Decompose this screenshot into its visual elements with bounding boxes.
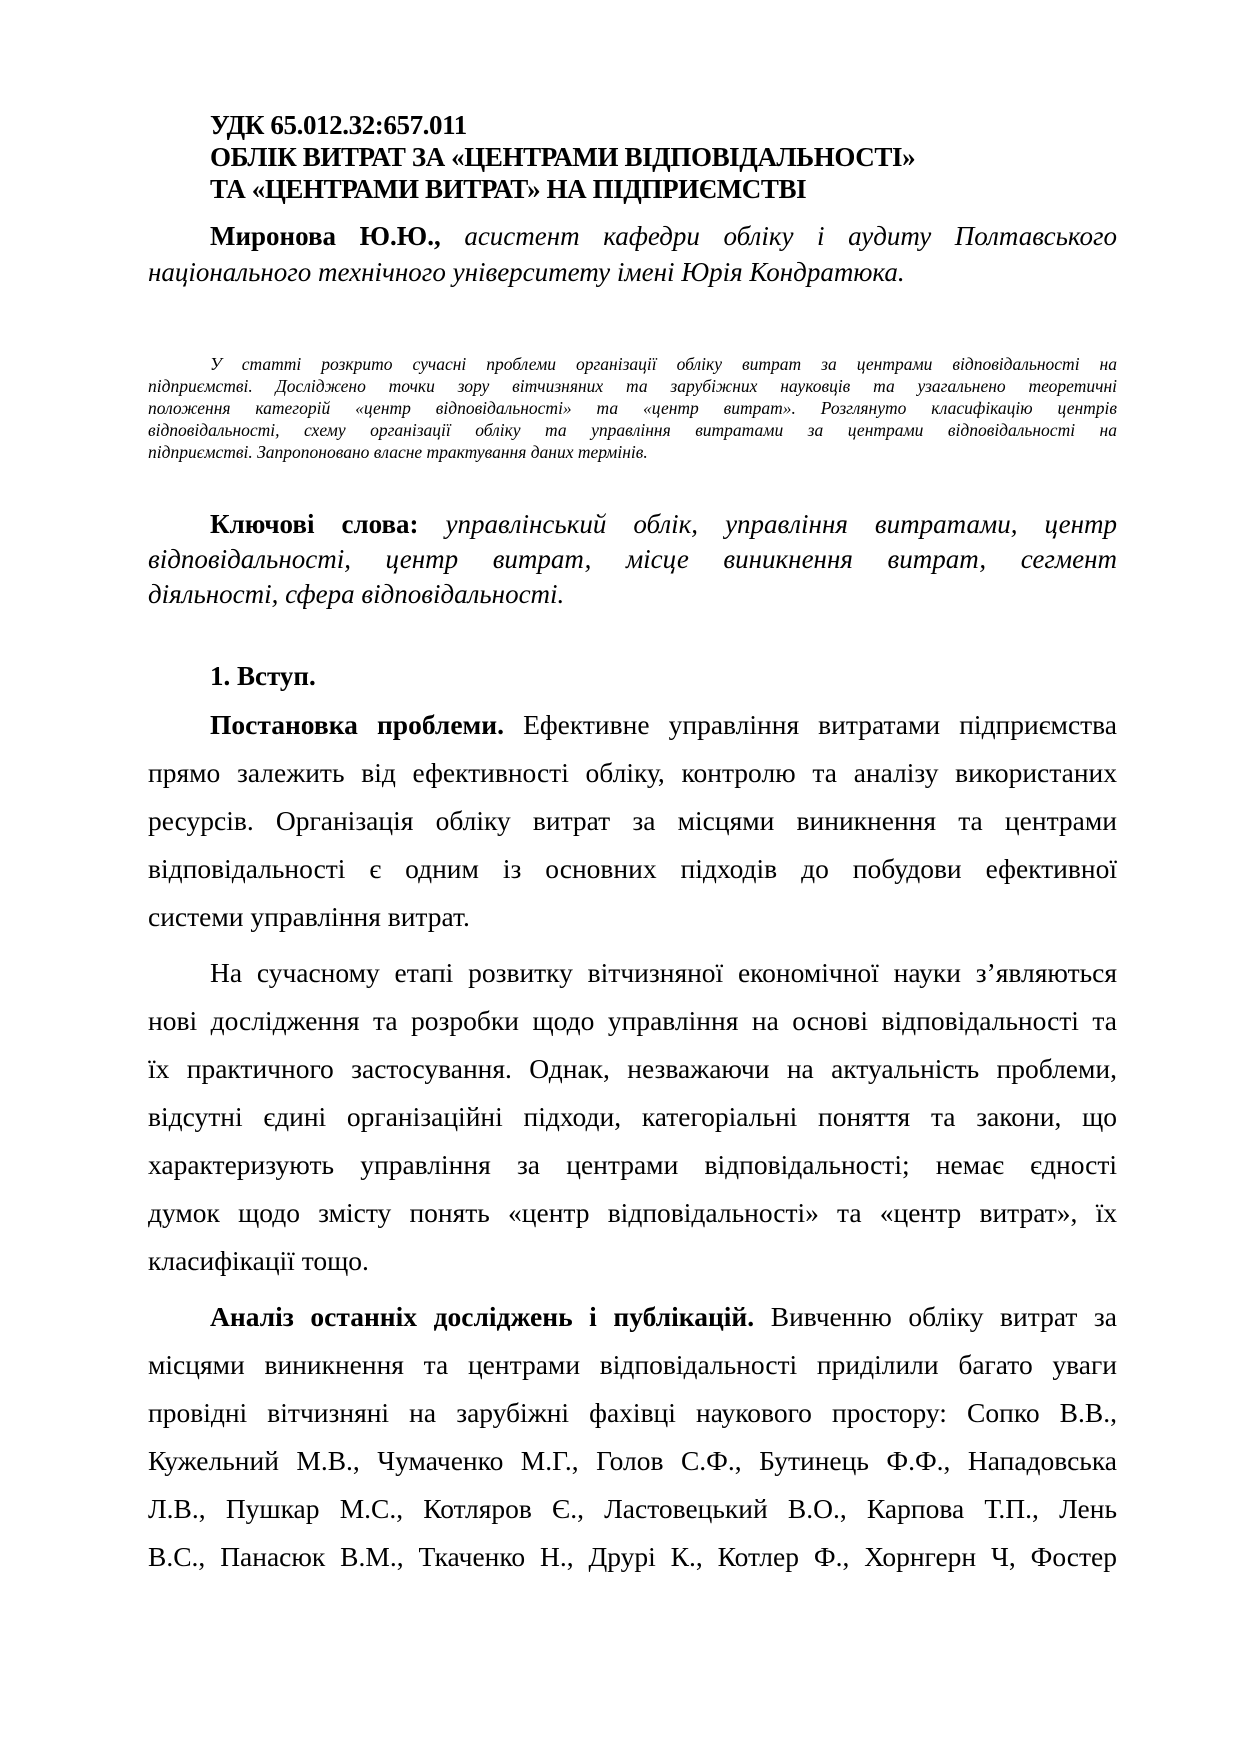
problem-label: Постановка проблеми. xyxy=(210,709,504,740)
author-line xyxy=(210,221,1117,251)
udc-code: УДК 65.012.32:657.011 xyxy=(210,110,467,140)
affiliation-line: національного технічного університету імені Юрія Кондратюка. xyxy=(148,257,905,287)
affiliation-part-1: асистент кафедри обліку і аудиту Полтавського xyxy=(440,221,1117,251)
body-text: Ефективне управління витратами підприємства xyxy=(504,709,1117,740)
body-text: Вивченню обліку витрат за xyxy=(754,1301,1117,1332)
keywords-line: діяльності, сфера відповідальності. xyxy=(148,579,565,609)
author-name: Миронова Ю.Ю., xyxy=(210,221,441,251)
body-line: думок щодо змісту понять «центр відповідальності» та «центр витрат», їх xyxy=(148,1197,1117,1228)
body-line: Л.В., Пушкар М.С., Котляров Є., Ластовецький В.О., Карпова Т.П., Лень xyxy=(148,1493,1117,1524)
keywords-line xyxy=(210,508,1117,540)
abstract-line: положення категорій «центр відповідальності» та «центр витрат». Розглянуто класифікацію центрів xyxy=(148,398,1117,418)
body-line: ресурсів. Організація обліку витрат за місцями виникнення та центрами xyxy=(148,805,1117,836)
abstract-line: відповідальності, схему організації обліку та управління витратами за центрами відповідальності на xyxy=(148,420,1117,440)
keywords-text: управлінський облік, управління витратами, центр xyxy=(418,509,1118,539)
abstract-line: підприємстві. Досліджено точки зору вітчизняних та зарубіжних науковців та узагальнено теоретичні xyxy=(148,376,1117,396)
body-line: характеризують управління за центрами відповідальності; немає єдності xyxy=(148,1149,1117,1180)
body-line: відсутні єдині організаційні підходи, категоріальні поняття та закони, що xyxy=(148,1101,1117,1132)
title-line-1: ОБЛІК ВИТРАТ ЗА «ЦЕНТРАМИ ВІДПОВІДАЛЬНОСТІ» xyxy=(210,142,916,172)
body-line: місцями виникнення та центрами відповідальності приділили багато уваги xyxy=(148,1349,1117,1380)
keywords-line: відповідальності, центр витрат, місце виникнення витрат, сегмент xyxy=(148,544,1117,574)
abstract-line: У статті розкрито сучасні проблеми організації обліку витрат за центрами відповідальності на xyxy=(210,354,1117,374)
body-line: їх практичного застосування. Однак, незважаючи на актуальність проблеми, xyxy=(148,1053,1117,1084)
body-line: В.С., Панасюк В.М., Ткаченко Н., Друрі К., Котлер Ф., Хорнгерн Ч, Фостер xyxy=(148,1541,1117,1572)
section-heading: 1. Вступ. xyxy=(210,661,316,691)
body-line: провідні вітчизняні на зарубіжні фахівці наукового простору: Сопко В.В., xyxy=(148,1397,1117,1428)
abstract-line: підприємстві. Запропоновано власне трактування даних термінів. xyxy=(148,442,648,462)
body-line: нові дослідження та розробки щодо управління на основі відповідальності та xyxy=(148,1005,1117,1036)
body-line: системи управління витрат. xyxy=(148,901,470,932)
body-line xyxy=(210,1301,1117,1333)
keywords-label: Ключові слова: xyxy=(210,509,419,539)
body-line: прямо залежить від ефективності обліку, контролю та аналізу використаних xyxy=(148,757,1117,788)
body-line: На сучасному етапі розвитку вітчизняної економічної науки з’являються xyxy=(210,957,1117,988)
body-line xyxy=(210,709,1117,741)
analysis-label: Аналіз останніх досліджень і публікацій. xyxy=(210,1301,755,1332)
body-line: відповідальності є одним із основних підходів до побудови ефективної xyxy=(148,853,1117,884)
body-line: Кужельний М.В., Чумаченко М.Г., Голов С.Ф., Бутинець Ф.Ф., Нападовська xyxy=(148,1445,1117,1476)
title-line-2: ТА «ЦЕНТРАМИ ВИТРАТ» НА ПІДПРИЄМСТВІ xyxy=(210,174,807,204)
body-line: класифікації тощо. xyxy=(148,1245,369,1276)
